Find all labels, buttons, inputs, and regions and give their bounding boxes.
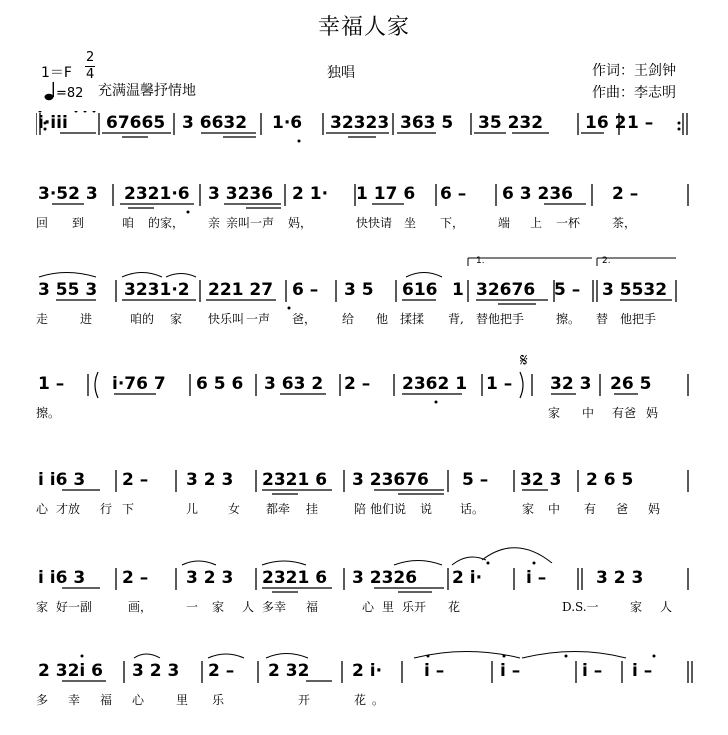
lyric-word: 端 xyxy=(498,216,511,230)
measure: 3 6632 xyxy=(182,113,248,133)
measure: 3 2 3 xyxy=(186,568,234,588)
lyric-word: D.S.一 xyxy=(562,600,599,614)
lyric-word: 家 xyxy=(522,502,535,516)
lyric-word: 妈， xyxy=(288,216,313,230)
lyric-word: 坐 xyxy=(404,216,417,230)
lyric-word: 擦。 xyxy=(556,312,581,326)
lyric-word: 心 xyxy=(132,693,145,707)
lyric-word: 花 xyxy=(354,693,367,707)
lyric-word: 都牵 xyxy=(266,502,291,516)
lyric-word: 多 xyxy=(36,693,49,707)
lyric-word: 画， xyxy=(128,600,153,614)
lyric-word: 开 xyxy=(298,693,311,707)
measure: 1 – xyxy=(627,113,654,133)
measure: i – xyxy=(526,568,547,588)
segno-icon: 𝄋 xyxy=(520,350,528,371)
lyric-word: 快快请 xyxy=(356,216,393,230)
lyric-word: 一 xyxy=(186,600,199,614)
measure: 5 – xyxy=(554,280,581,300)
score-line-6 xyxy=(36,566,696,626)
composer-credit: 作曲：李志明 xyxy=(592,85,676,101)
lyric-word: 陪 xyxy=(354,502,367,516)
lyric-word: 咱的 xyxy=(130,312,155,326)
measure: 616 xyxy=(402,280,438,300)
score-line-2 xyxy=(36,182,696,242)
lyric-word: 有爸 xyxy=(612,406,637,420)
lyric-word: 一杯 xyxy=(556,216,581,230)
lyric-word: 妈 xyxy=(648,502,661,516)
measure: 3 63 2 xyxy=(264,374,324,394)
measure: 2321 6 xyxy=(262,568,328,588)
measure: 2 32i 6 xyxy=(38,661,103,681)
measure: 2 i· xyxy=(352,661,383,681)
measure: 2 – xyxy=(122,568,149,588)
lyricist-credit: 作词：王剑钟 xyxy=(592,63,676,79)
measure: 3·52 3 xyxy=(38,184,98,204)
measure: 363 5 xyxy=(400,113,454,133)
measure: 2 1· xyxy=(292,184,329,204)
lyric-word: 家 xyxy=(212,600,225,614)
lyric-word: 挂 xyxy=(306,502,319,516)
lyric-word: 爸， xyxy=(292,312,317,326)
lyric-word: 妈 xyxy=(646,406,659,420)
lyric-word: 话。 xyxy=(460,502,485,516)
lyric-word: 家 xyxy=(36,600,49,614)
lyric-word: 揉揉 xyxy=(400,312,425,326)
song-title: 幸福人家 xyxy=(317,15,410,40)
measure: i – xyxy=(500,661,521,681)
time-numerator: 2 xyxy=(86,50,95,65)
measure: 26 5 xyxy=(610,374,652,394)
lyric-word: 一声 xyxy=(246,312,271,326)
lyric-word: 到 xyxy=(72,216,85,230)
measure: 6 5 6 xyxy=(196,374,244,394)
measure: 3 2 3 xyxy=(186,470,234,490)
lyric-word: 走 xyxy=(36,312,49,326)
lyric-word: 擦。 xyxy=(36,406,61,420)
lyric-word: 进 xyxy=(80,312,93,326)
lyric-word: 亲叫一声 xyxy=(226,216,275,230)
measure: 221 27 xyxy=(208,280,274,300)
measure: 2 – xyxy=(122,470,149,490)
measure: 3 5 xyxy=(344,280,374,300)
lyric-word: 有 xyxy=(584,502,597,516)
lyric-word: 乐 xyxy=(212,693,225,707)
lyric-word: 福 xyxy=(100,693,113,707)
measure: 2 32 xyxy=(268,661,310,681)
measure: 1 xyxy=(452,280,464,300)
lyric-word: 他们说 xyxy=(370,502,407,516)
measure: 2321·6 xyxy=(124,184,190,204)
measure: 2362 1 xyxy=(402,374,468,394)
lyric-word: 福 xyxy=(306,600,319,614)
measure: 32323 xyxy=(330,113,390,133)
score-line-7 xyxy=(36,659,696,719)
score-line-4 xyxy=(36,350,696,432)
measure: i·76 7 xyxy=(112,374,166,394)
lyric-word: 咱 xyxy=(122,216,135,230)
performance-type: 独唱 xyxy=(327,65,355,81)
lyric-word: 替他把手 xyxy=(476,312,525,326)
lyric-word: 上 xyxy=(530,216,543,230)
lyric-word: 才放 xyxy=(56,502,81,516)
measure: 3 2326 xyxy=(352,568,418,588)
lyric-word: 给 xyxy=(342,312,355,326)
lyric-word: 。 xyxy=(372,693,385,707)
measure: 6 – xyxy=(440,184,467,204)
measure: 2 6 5 xyxy=(586,470,634,490)
measure: i – xyxy=(424,661,445,681)
time-denominator: 4 xyxy=(86,67,95,82)
expression-marking: 充满温馨抒情地 xyxy=(98,83,196,99)
lyric-word: 说 xyxy=(420,502,433,516)
lyric-word: 花 xyxy=(448,600,461,614)
lyric-word: 快乐叫 xyxy=(208,312,245,326)
measure: 3 3236 xyxy=(208,184,274,204)
lyric-word: 家 xyxy=(630,600,643,614)
lyric-word: 下， xyxy=(440,216,465,230)
measure: i – xyxy=(632,661,653,681)
lyric-word: 下 xyxy=(122,502,135,516)
score-line-3: 1. 2. 3 55 3 3231·2 221 27 6 – 3 5 616 1 32676 5 – 3 5532 走 进 咱的 家 快乐叫 一声 爸， 给 他 揉揉 背, 替他把手 擦。 替 他把手 xyxy=(36,278,696,338)
lyric-word: 幸 xyxy=(68,693,81,707)
measure: 1·6 xyxy=(272,113,303,133)
measure: 1 17 6 xyxy=(356,184,416,204)
score-line-5 xyxy=(36,468,696,528)
measure: 3 55 3 xyxy=(38,280,98,300)
measure: 3 2 3 xyxy=(596,568,644,588)
measure: 2 – xyxy=(344,374,371,394)
lyric-word: 的家， xyxy=(148,216,185,230)
measure: 2 i· xyxy=(452,568,483,588)
measure: 6 – xyxy=(292,280,319,300)
lyric-word: 人 xyxy=(660,600,673,614)
measure: 67665 xyxy=(106,113,166,133)
lyric-word: 背, xyxy=(448,312,464,326)
measure: 16 2 xyxy=(585,113,627,133)
lyric-word: 行 xyxy=(100,502,113,516)
lyric-word: 爸 xyxy=(616,502,629,516)
score-line-1 xyxy=(36,111,696,171)
tempo-marking: =82 xyxy=(56,86,84,101)
measure: 3 2 3 xyxy=(132,661,180,681)
lyric-word: 乐开 xyxy=(402,600,427,614)
lyric-word: 茶， xyxy=(612,216,637,230)
measure: 2321 6 xyxy=(262,470,328,490)
lyric-word: 家 xyxy=(548,406,561,420)
lyric-word: 儿 xyxy=(186,502,199,516)
lyric-word: 女 xyxy=(228,502,241,516)
lyric-word: 好一副 xyxy=(56,600,93,614)
lyric-word: 亲 xyxy=(208,216,221,230)
measure: i – xyxy=(582,661,603,681)
lyric-word: 中 xyxy=(548,502,561,516)
measure: 2 – xyxy=(208,661,235,681)
lyric-word: 多幸 xyxy=(262,600,287,614)
measure: i i6 3 xyxy=(38,470,86,490)
measure: 3231·2 xyxy=(124,280,190,300)
measure: 1 – xyxy=(38,374,65,394)
lyric-word: 心 xyxy=(36,502,49,516)
measure: 35 232 xyxy=(478,113,544,133)
lyric-word: 人 xyxy=(242,600,255,614)
measure: 32 3 xyxy=(520,470,562,490)
measure: 3 23676 xyxy=(352,470,429,490)
measure: 32676 xyxy=(476,280,536,300)
lyric-word: 他把手 xyxy=(620,312,657,326)
measure: 3 5532 xyxy=(602,280,668,300)
lyric-word: 里 xyxy=(176,693,189,707)
measure: 32 3 xyxy=(550,374,592,394)
key-signature: 1＝F xyxy=(41,65,72,81)
measure: 2 – xyxy=(612,184,639,204)
measure: 6 3 236 xyxy=(502,184,573,204)
measure: i·iii xyxy=(38,113,68,133)
lyric-word: 里 xyxy=(382,600,395,614)
lyric-word: 回 xyxy=(36,216,49,230)
lyric-word: 他 xyxy=(376,312,389,326)
lyric-word: 替 xyxy=(596,312,609,326)
lyric-word: 中 xyxy=(582,406,595,420)
measure: 5 – xyxy=(462,470,489,490)
lyric-word: 心 xyxy=(362,600,375,614)
measure: i i6 3 xyxy=(38,568,86,588)
measure: 1 – xyxy=(486,374,513,394)
lyric-word: 家 xyxy=(170,312,183,326)
